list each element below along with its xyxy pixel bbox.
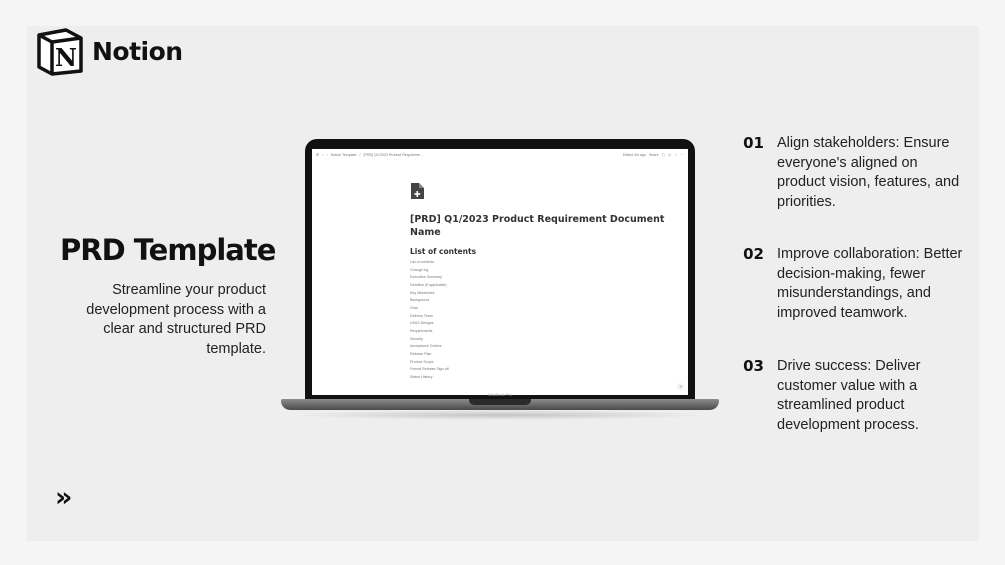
laptop-shadow [291, 410, 709, 420]
toc-item[interactable]: Goal [410, 305, 418, 310]
toc-item[interactable]: Security [410, 336, 423, 341]
share-button[interactable]: Share [649, 152, 659, 157]
document-icon [410, 183, 424, 199]
comment-icon[interactable]: ▢ [661, 152, 666, 157]
toc-item[interactable]: Release Plan [410, 351, 432, 356]
brand-name: Notion [92, 37, 183, 66]
breadcrumb-2[interactable]: [PRD] Q1/2023 Product Requireme... [363, 152, 423, 157]
benefit-number: 01 [743, 134, 764, 152]
toc-item[interactable]: Formal Release Sign-off [410, 367, 449, 372]
notion-logo-icon [36, 27, 84, 76]
help-button[interactable]: ? [677, 383, 684, 390]
benefit-text: Drive success: Deliver customer value with a streamlined product development process. [777, 358, 921, 433]
toc-item[interactable]: Acceptance Criteria [410, 344, 442, 349]
breadcrumb-1[interactable]: Notion Template [330, 152, 357, 157]
toc-item[interactable]: Deadline (if applicable) [410, 282, 447, 287]
back-icon[interactable]: ‹ [322, 152, 324, 157]
toc-item[interactable]: Product Scope [410, 359, 434, 364]
menu-icon[interactable]: ☰ [316, 152, 320, 157]
laptop-screen [312, 149, 688, 395]
toc-item[interactable]: Delivery Team [410, 313, 433, 318]
double-chevron-icon[interactable]: » [55, 482, 67, 513]
svg-text:N: N [55, 43, 77, 72]
app-topbar: ☰ ‹ › Notion Template / [PRD] Q1/2023 Product Requireme... Edited 3m ago Share ▢ ◷ ☆ ··· [316, 152, 684, 157]
toc-item[interactable]: Key Milestones [410, 290, 435, 295]
toc-item[interactable]: Status History [410, 374, 433, 379]
benefit-number: 02 [743, 245, 764, 263]
edited-status: Edited 3m ago [622, 152, 647, 157]
toc-item[interactable]: Change log [410, 267, 429, 272]
benefit-text: Align stakeholders: Ensure everyone's aligned on product vision, features, and priorities. [777, 135, 960, 210]
toc-item[interactable]: Background [410, 298, 430, 303]
toc-item[interactable]: Requirements [410, 328, 433, 333]
brand[interactable] [36, 27, 183, 76]
laptop-mockup [281, 139, 719, 429]
more-icon[interactable]: ··· [680, 152, 684, 157]
page-subtitle: Streamline your product development process with a clear and structured PRD template. [86, 282, 266, 357]
toc-item[interactable]: Executive Summary [410, 275, 442, 280]
page-title: PRD Template [60, 233, 276, 267]
toc-heading: List of contents [410, 247, 477, 256]
forward-icon[interactable]: › [326, 152, 328, 157]
document [410, 183, 670, 382]
star-icon[interactable]: ☆ [674, 152, 678, 157]
laptop-notch [469, 399, 531, 405]
toc-list [410, 259, 670, 382]
toc-item[interactable]: UI/UX Designs [410, 321, 434, 326]
history-icon[interactable]: ◷ [668, 152, 672, 157]
benefit-text: Improve collaboration: Better decision-making, fewer misunderstandings, and improved teamwork. [777, 246, 963, 321]
toc-item[interactable]: List of contents [410, 260, 435, 264]
laptop-model-label: MacBook Pro [487, 392, 512, 397]
document-title: [PRD] Q1/2023 Product Requirement Document Name [410, 214, 665, 238]
benefit-number: 03 [743, 357, 764, 375]
